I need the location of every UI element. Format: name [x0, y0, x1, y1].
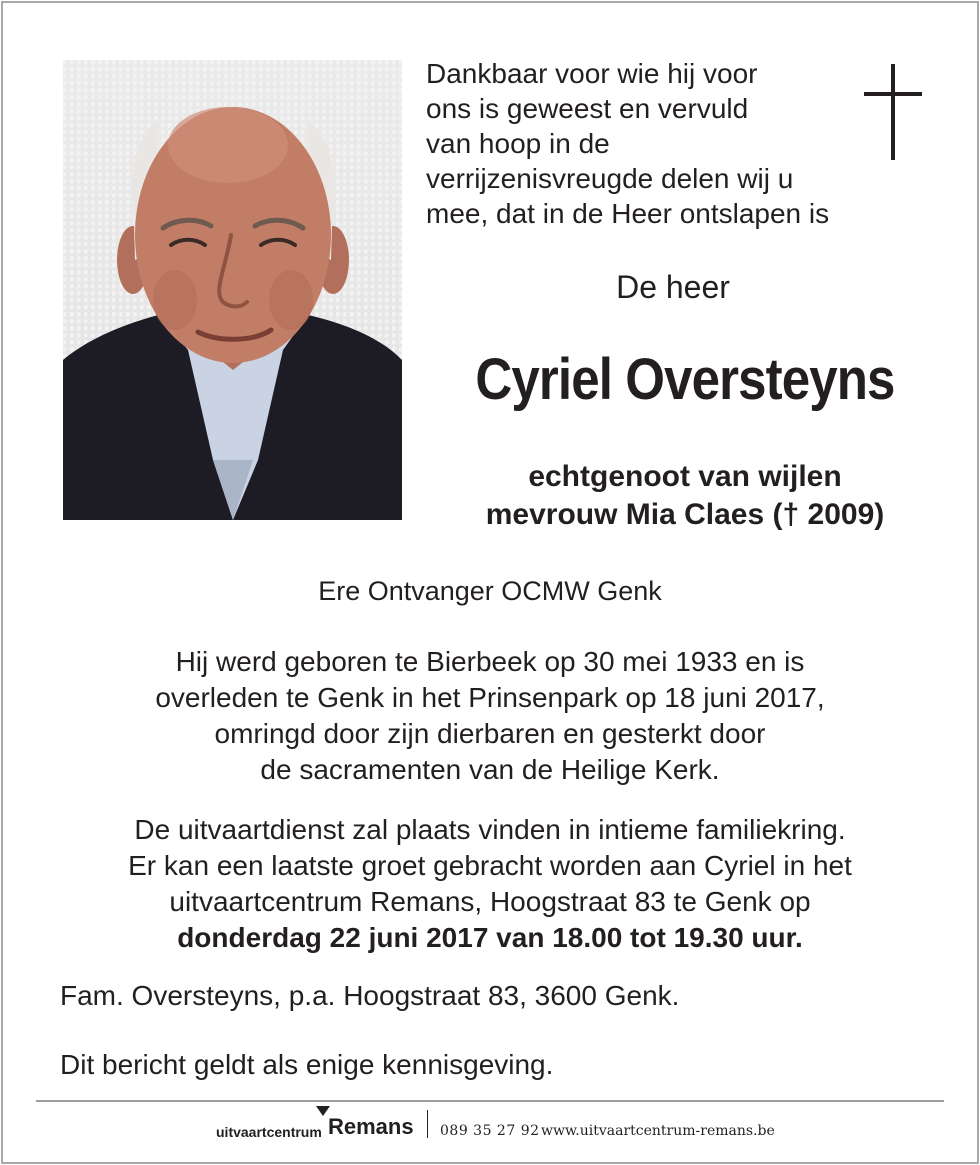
intro-line: Dankbaar voor wie hij voor [426, 58, 758, 89]
bio-line: de sacramenten van de Heilige Kerk. [260, 754, 720, 785]
intro-line: van hoop in de [426, 128, 610, 159]
phone-number: 089 35 27 92 [440, 1123, 540, 1139]
visitation-time: donderdag 22 juni 2017 van 18.00 tot 19.30 uur. [177, 922, 803, 953]
funeral-line: Er kan een laatste groet gebracht worden aan Cyriel in het [128, 850, 852, 881]
funeral-info [0, 812, 980, 956]
brand-name: Remans [328, 1114, 414, 1139]
intro-line: mee, dat in de Heer ontslapen is [426, 198, 830, 229]
spouse-line: echtgenoot van wijlen [528, 460, 842, 493]
salutation: De heer [616, 269, 730, 305]
bio-line: overleden te Genk in het Prinsenpark op 18 juni 2017, [155, 682, 825, 713]
intro-line: ons is geweest en vervuld [426, 93, 749, 124]
brand-prefix: uitvaartcentrum [216, 1124, 322, 1140]
deceased-name: Cyriel Oversteyns [475, 347, 895, 412]
intro-text [426, 56, 866, 231]
portrait-photo [63, 60, 402, 520]
bio-line: Hij werd geboren te Bierbeek op 30 mei 1933 en is [175, 646, 805, 677]
website-link[interactable]: www.uitvaartcentrum-remans.be [541, 1123, 775, 1139]
funeral-line: De uitvaartdienst zal plaats vinden in intieme familiekring. [134, 814, 846, 845]
footer-divider [36, 1100, 944, 1102]
cross-icon [864, 64, 922, 160]
notice-text: Dit bericht geldt als enige kennisgeving. [60, 1049, 554, 1080]
family-address: Fam. Oversteyns, p.a. Hoogstraat 83, 3600 Genk. [60, 980, 680, 1011]
bio-line: omringd door zijn dierbaren en gesterkt door [214, 718, 766, 749]
funeral-line: uitvaartcentrum Remans, Hoogstraat 83 te Genk op [169, 886, 811, 917]
biography [0, 644, 980, 788]
honorary-title: Ere Ontvanger OCMW Genk [318, 576, 662, 606]
spouse-info [420, 458, 950, 534]
intro-line: verrijzenisvreugde delen wij u [426, 163, 794, 194]
footer [0, 1104, 980, 1148]
footer-separator [427, 1110, 428, 1138]
portrait-illustration [63, 60, 402, 520]
spouse-line: mevrouw Mia Claes († 2009) [485, 498, 885, 531]
